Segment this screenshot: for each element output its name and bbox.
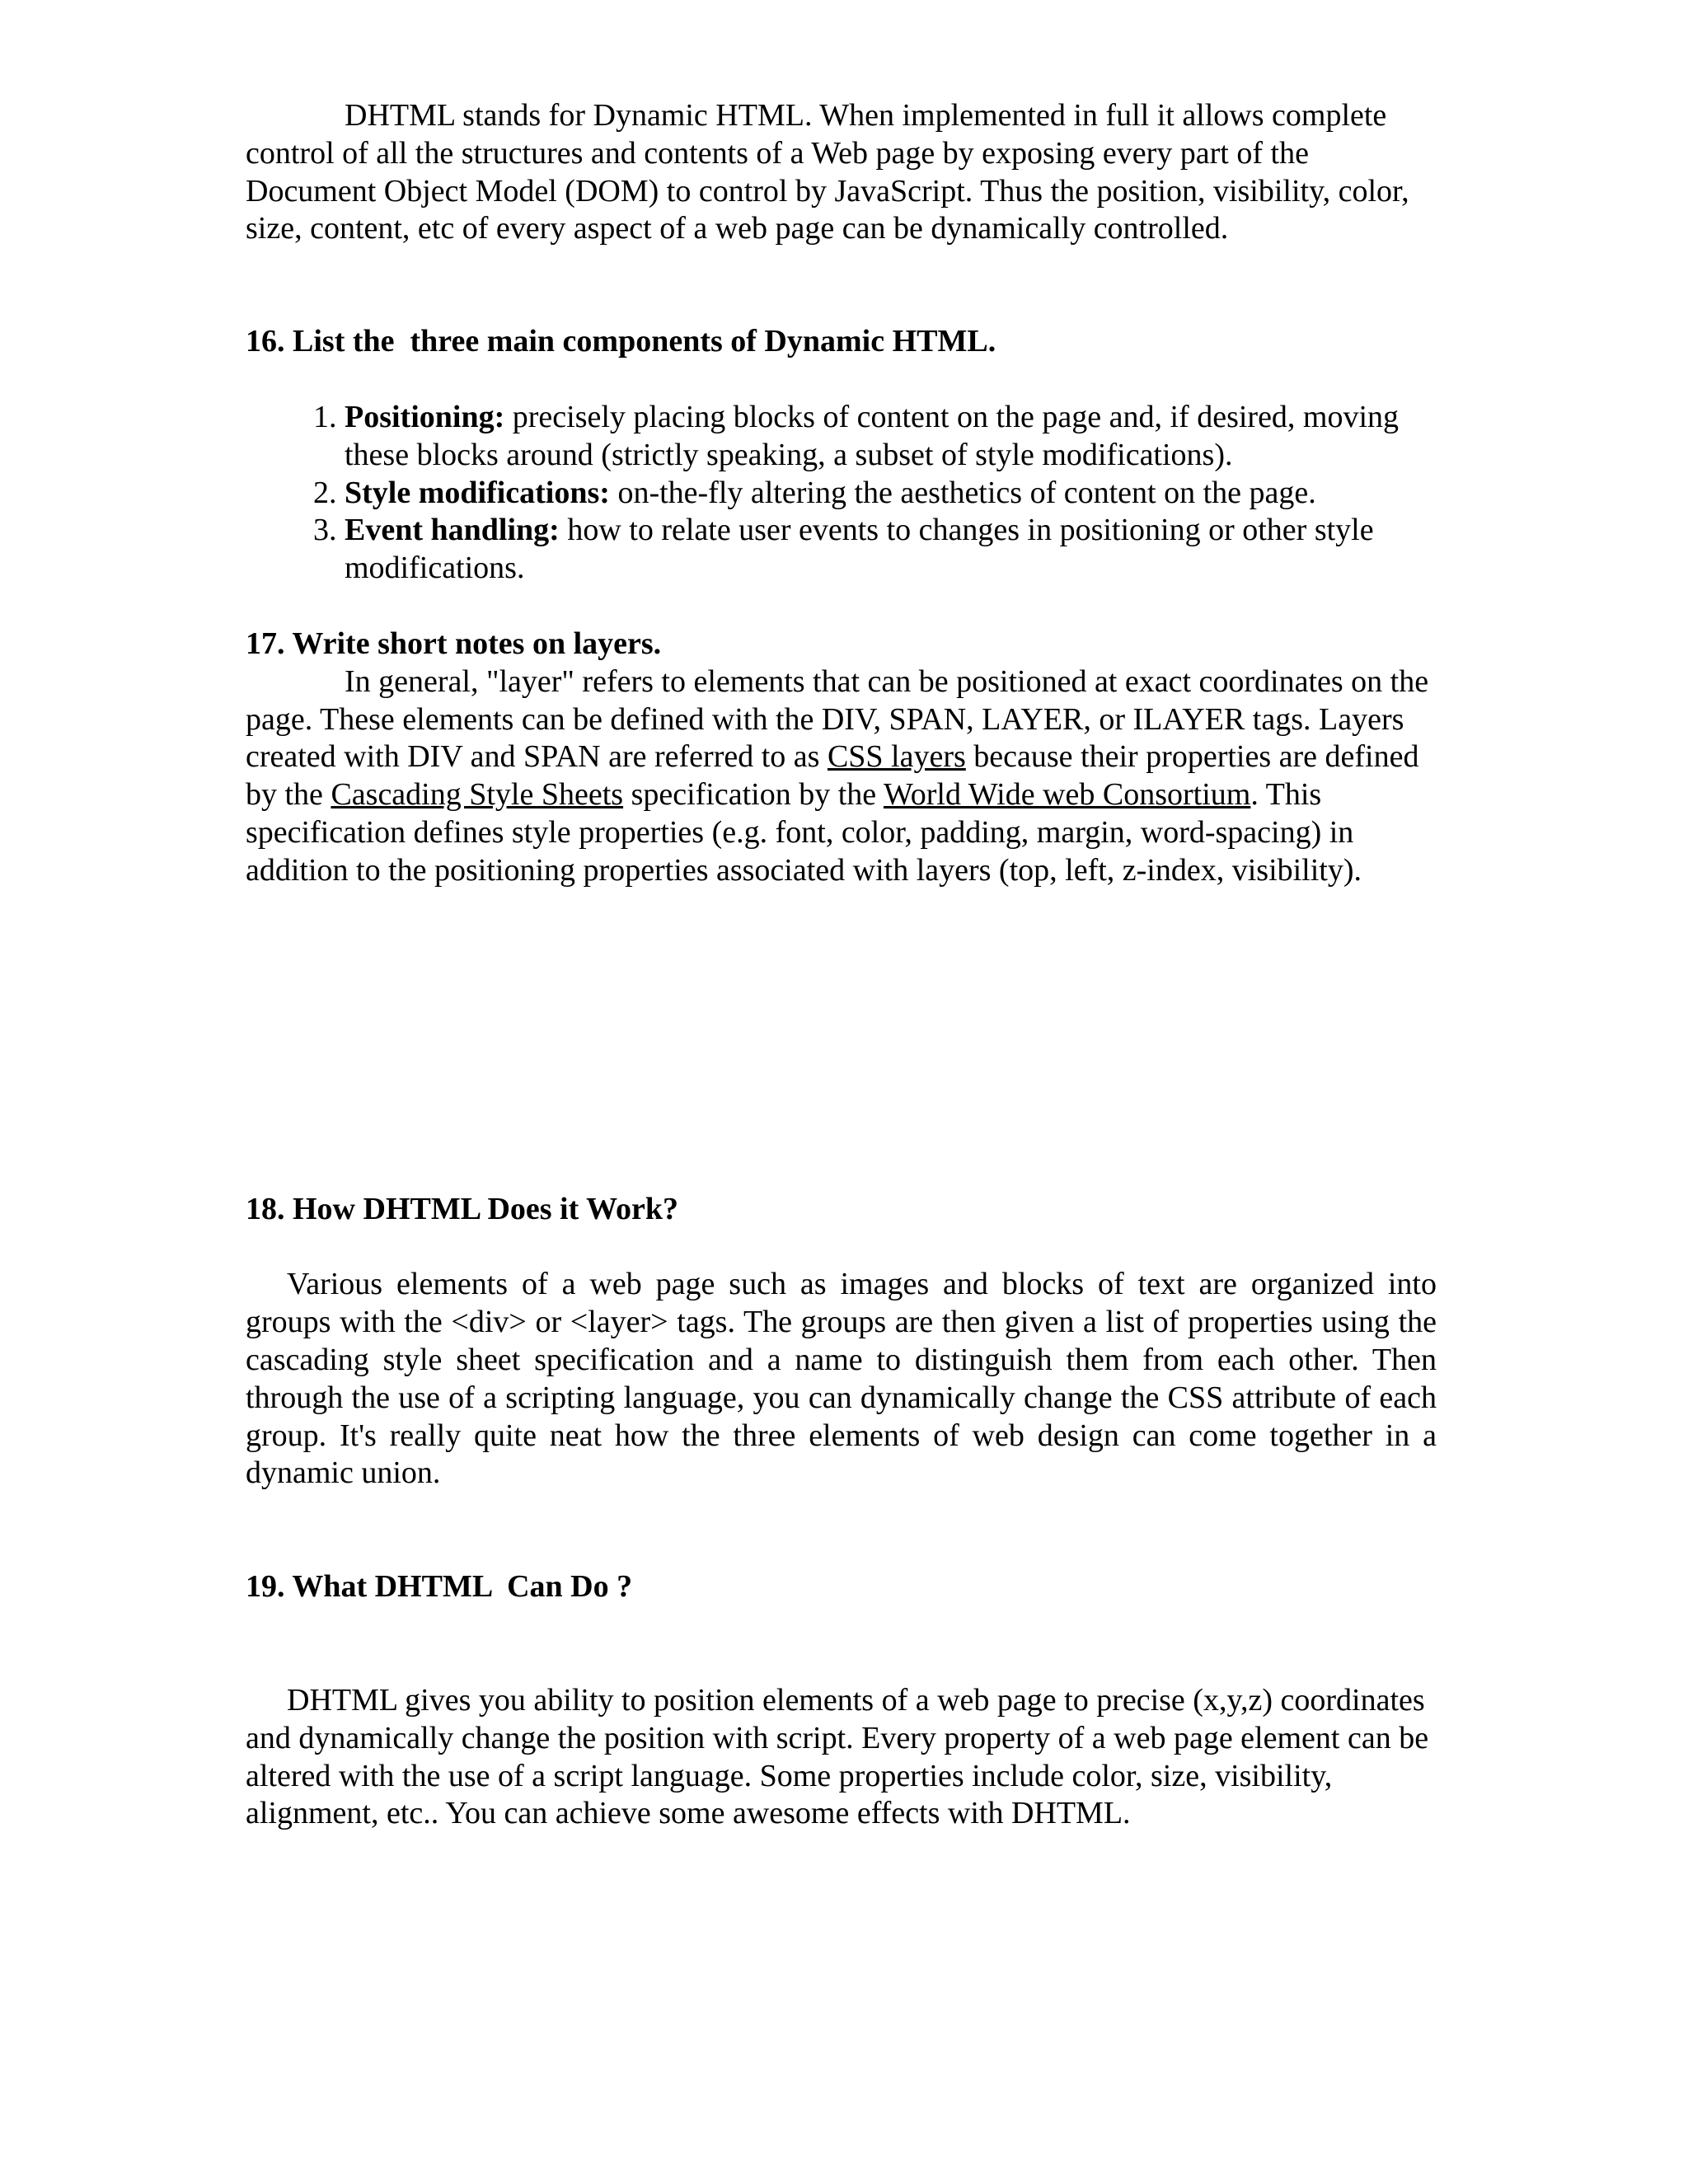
question-19-heading: 19. What DHTML Can Do ?: [246, 1569, 633, 1605]
question-17-heading: 17. Write short notes on layers.: [246, 626, 662, 661]
question-18-heading: 18. How DHTML Does it Work?: [246, 1191, 678, 1226]
how-it-works-paragraph: Various elements of a web page such as images and blocks of text are organized into groups with the <div> or <layer> tags. The groups are then given a list of properties using the cascading style sheet specification and a name to distinguish them from each other. Then through the use of a scripting language, you can dynamically change the CSS attribute of each group. It's really quite neat how the three elements of web design can come together in a dynamic union.: [246, 1267, 1437, 1491]
list-item-text: precisely placing blocks of content on the page and, if desired, moving these blocks around (strictly speaking, a subset of style modifications).: [345, 399, 1400, 472]
cascading-style-sheets-link[interactable]: Cascading Style Sheets: [331, 777, 624, 813]
list-item-text: on-the-fly altering the aesthetics of content on the page.: [609, 475, 1316, 510]
layers-text-d: . This specification defines style properties (e.g. font, color, padding, margin, word-spacing) in addition to the positioning properties associated with layers (top, left, z-index, visibility).: [246, 777, 1362, 888]
what-it-can-do-paragraph: DHTML gives you ability to position elements of a web page to precise (x,y,z) coordinates and dynamically change the position with script. Every property of a web page element can be altered with the use of a script language. Some properties include color, size, visibility, alignment, etc.. You can achieve some awesome effects with DHTML.: [246, 1682, 1429, 1831]
layers-text-b: because their properties are defined by the: [246, 739, 1419, 813]
question-16-heading: 16. List the three main components of Dynamic HTML.: [246, 324, 996, 359]
list-item-text: how to relate user events to changes in positioning or other style modifications.: [345, 513, 1374, 586]
css-layers-link[interactable]: CSS layers: [827, 739, 966, 775]
world-wide-web-consortium-link[interactable]: World Wide web Consortium: [883, 777, 1251, 813]
layers-text-c: specification by the: [623, 777, 884, 813]
list-item-term: Style modifications:: [345, 475, 610, 510]
document-page: [246, 97, 1437, 1833]
list-item-term: Event handling:: [345, 513, 560, 548]
list-item-positioning: [345, 399, 1437, 475]
list-item-event-handling: [345, 512, 1437, 588]
layers-text-a: In general, "layer" refers to elements that can be positioned at exact coordinates on the page. These elements can be defined with the DIV, SPAN, LAYER, or ILAYER tags. Layers created with DIV and SPAN are referred to as: [246, 663, 1429, 775]
list-item-term: Positioning:: [345, 399, 505, 434]
components-list: [246, 399, 1437, 588]
intro-paragraph: DHTML stands for Dynamic HTML. When implemented in full it allows complete control of all the structures and contents of a Web page by exposing every part of the Document Object Model (DOM) to control by JavaScript. Thus the position, visibility, color, size, content, etc of every aspect of a web page can be dynamically controlled.: [246, 98, 1409, 246]
layers-paragraph: [246, 663, 1437, 890]
list-item-style-modifications: [345, 475, 1437, 513]
